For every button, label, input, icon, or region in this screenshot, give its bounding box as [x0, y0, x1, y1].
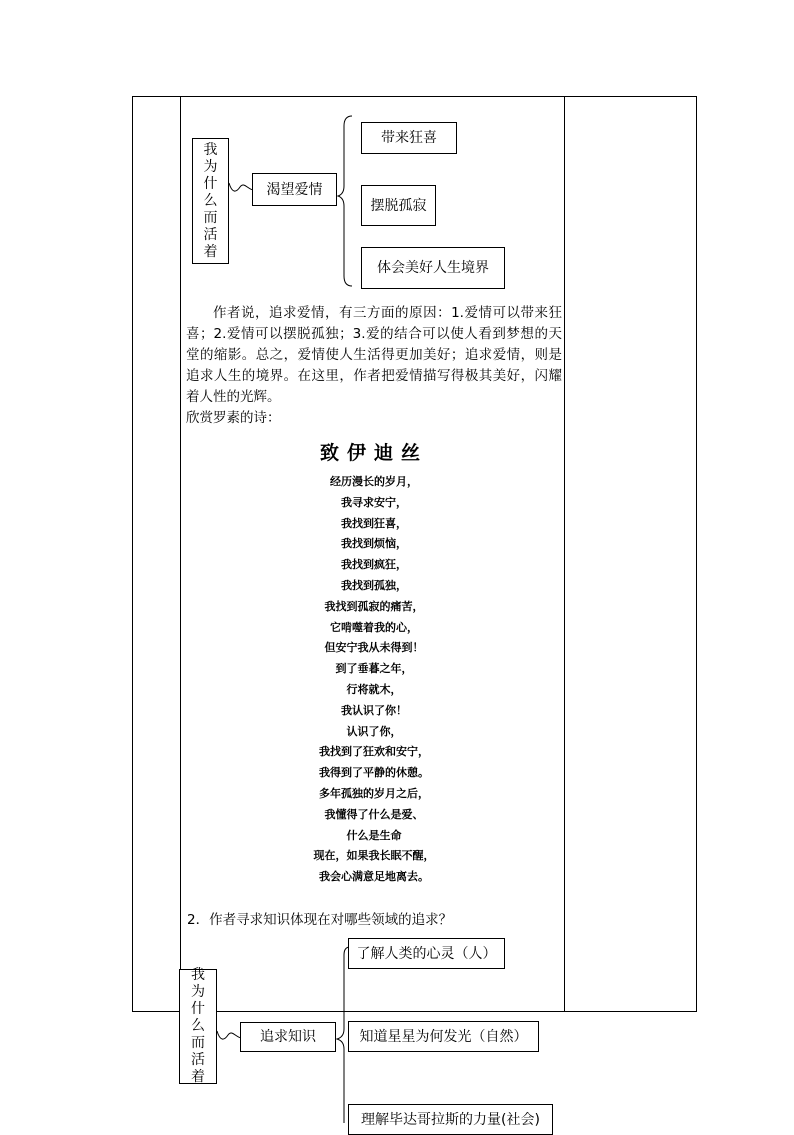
root-char: 为 [191, 984, 205, 1000]
poem-line: 我找到狂喜， [341, 516, 407, 530]
poem-line: 我懂得了什么是爱、 [324, 807, 424, 821]
poem-line: 我得到了平静的休憩。 [319, 766, 429, 780]
table-col-divider-2 [564, 96, 565, 1012]
root-char: 我 [203, 141, 218, 158]
poem-line: 我找到了狂欢和安宁， [319, 745, 429, 759]
poem-line: 我会心满意足地离去。 [319, 870, 429, 884]
poem-line: 经历漫长的岁月， [330, 475, 418, 488]
diagram1-root-box [192, 138, 229, 264]
poem-line: 到了垂暮之年， [335, 662, 413, 676]
body-paragraph [186, 303, 562, 429]
root-char: 着 [203, 243, 218, 260]
table-col-divider-1 [180, 96, 181, 1012]
paragraph-text: 作者说，追求爱情，有三方面的原因：1.爱情可以带来狂喜；2.爱情可以摆脱孤独；3.爱的结合可以使人看到梦想的天堂的缩影。总之，爱情使人生活得更加美好；追求爱情，则是追求人生的境界。在这里，作者把爱情描写得极其美好，闪耀着人性的光辉。 [186, 305, 562, 405]
poem-line: 我寻求安宁， [341, 495, 407, 509]
diagram2-middle-box: 追求知识 [240, 1022, 336, 1052]
root-char: 么 [203, 192, 218, 209]
poem-title: 致伊迪丝 [319, 442, 428, 464]
root-char: 活 [191, 1052, 205, 1068]
diagram1-branch-box: 摆脱孤寂 [361, 185, 436, 226]
table-right-border [696, 96, 697, 1012]
poem-line: 我找到孤寂的痛苦， [324, 599, 424, 613]
diagram1-branch-box: 体会美好人生境界 [361, 247, 505, 289]
root-char: 我 [191, 967, 205, 983]
poem-line: 我找到烦恼， [341, 537, 407, 551]
root-char: 么 [191, 1018, 205, 1034]
table-top-border [132, 96, 697, 97]
root-char: 什 [203, 175, 218, 192]
root-char: 什 [191, 1001, 205, 1017]
poem-line: 认识了你， [346, 724, 402, 738]
poem-line: 现在，如果我长眠不醒， [313, 849, 435, 863]
diagram2-root-box [179, 969, 217, 1084]
diagram1-branch-brace [336, 114, 358, 290]
root-char: 着 [191, 1069, 205, 1085]
poem-line: 我找到孤独， [341, 578, 407, 592]
poem-line: 我找到疯狂， [341, 558, 407, 572]
poem-line: 我认识了你！ [341, 703, 407, 717]
diagram2-branch-box: 知道星星为何发光（自然） [348, 1021, 539, 1052]
poem-line: 多年孤独的岁月之后， [319, 786, 429, 800]
poem-line: 它啃噬着我的心， [330, 620, 418, 634]
diagram1-middle-box: 渴望爱情 [252, 173, 337, 206]
poem-line: 行将就木， [346, 682, 402, 696]
root-char: 而 [191, 1035, 205, 1051]
table-left-border [132, 96, 133, 1012]
poem-line: 什么是生命 [346, 828, 402, 842]
poem-line: 但安宁我从未得到！ [324, 641, 424, 655]
diagram2-branch-box: 了解人类的心灵（人） [348, 938, 505, 969]
root-char: 活 [203, 226, 218, 243]
paragraph-intro: 欣赏罗素的诗： [186, 410, 281, 426]
poem-body [186, 472, 562, 888]
root-char: 而 [203, 209, 218, 226]
diagram1-branch-box: 带来狂喜 [361, 122, 457, 154]
root-char: 为 [203, 158, 218, 175]
diagram2-branch-box: 理解毕达哥拉斯的力量(社会) [348, 1104, 553, 1135]
question-2: 2．作者寻求知识体现在对哪些领域的追求？ [187, 912, 453, 928]
